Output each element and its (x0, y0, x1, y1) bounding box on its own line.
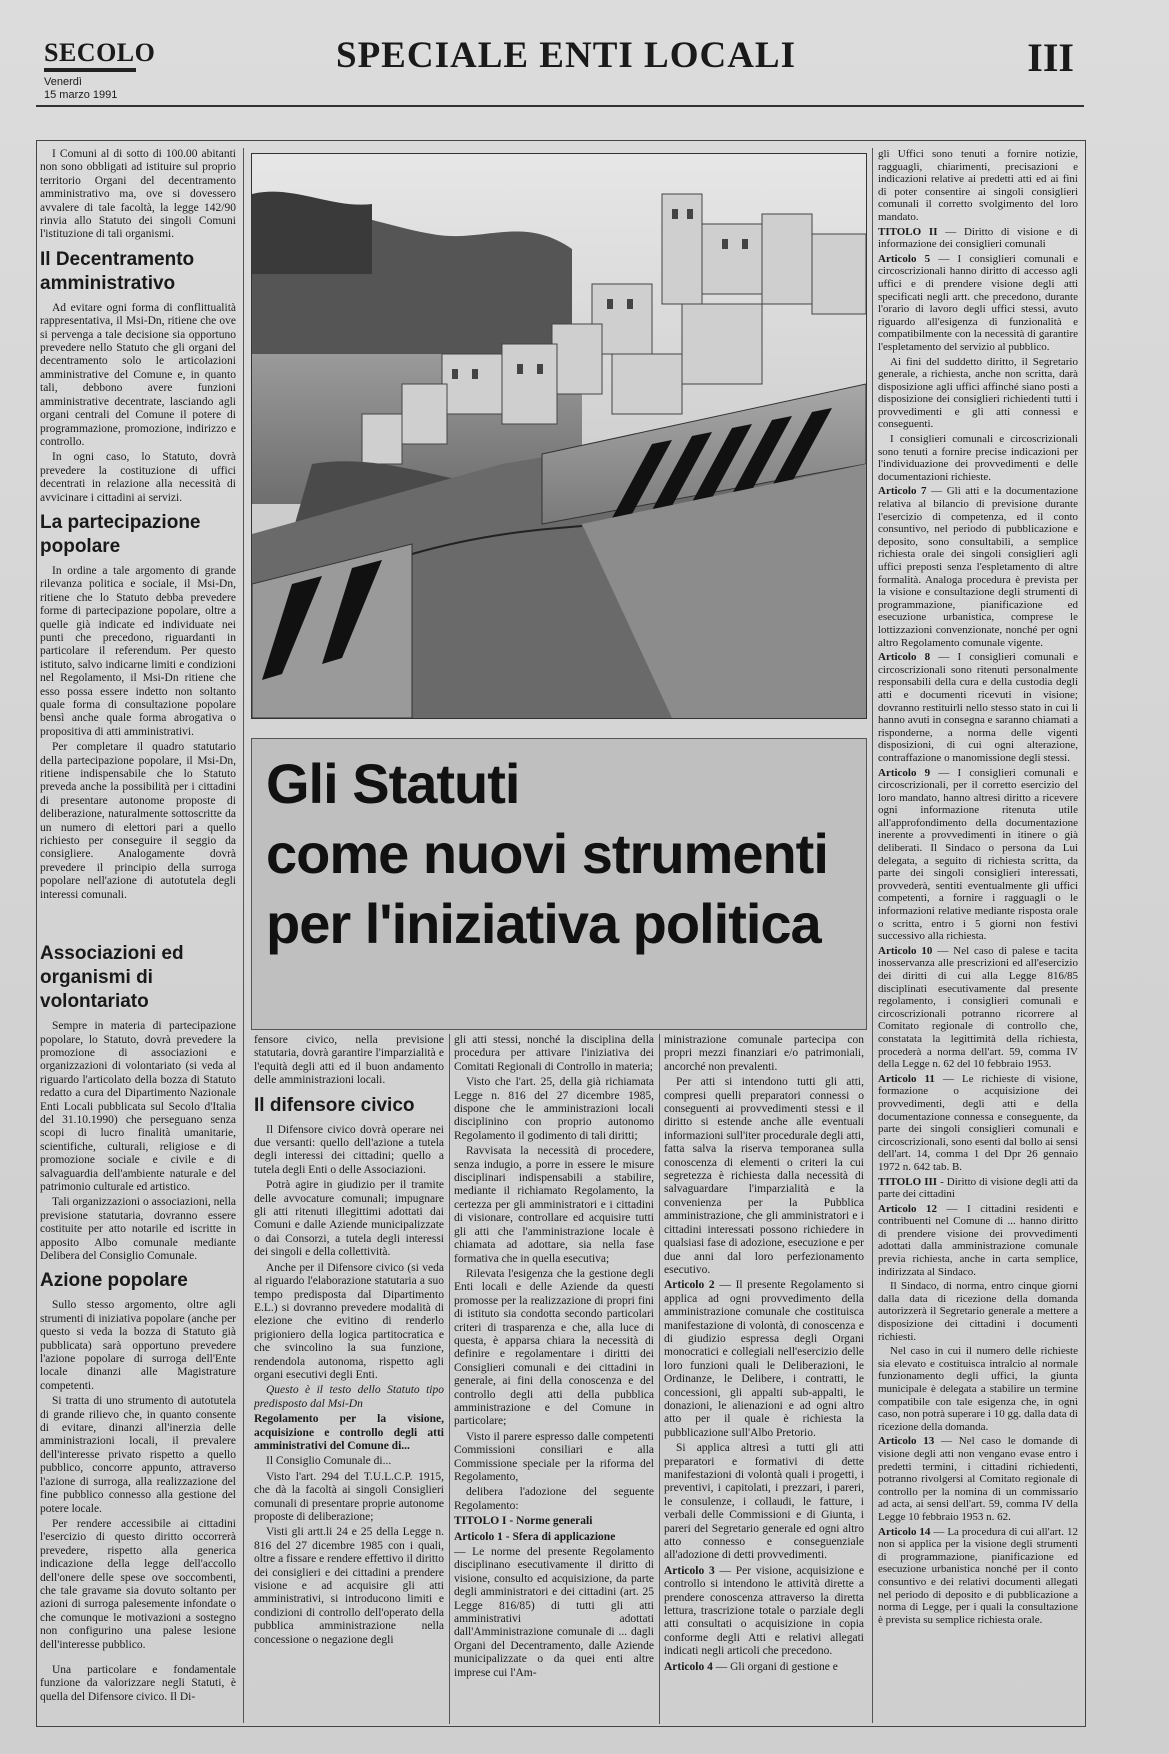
paragraph: Il Consiglio Comunale di... (266, 1455, 392, 1468)
paragraph: — Il presente Regolamento si applica ad ogni provvedimento della amministrazione comunale che costituisca manifestazione di volontà, di conoscenza e di giudizio espressa degli Organi monocratici e collegiali nell'esercizio delle loro funzioni quali le Deliberazioni, le Ordinanze, le Delibere, i contratti, le concessioni, gli appalti sub-appalti, le donazioni, le alienazioni e ad ogni altro atto per il quale è richiesta la pubblicazione sull'Albo Pretorio. (664, 1279, 864, 1439)
paragraph: Si applica altresì a tutti gli atti preparatori e formativi di dette manifestazioni di volontà quali i progetti, i preventivi, i capitolati, i prezzari, i pareri, le consulenze, i collaudi, le fatture, i verbali delle Commissioni e di Giunta, i pareri del Segretario generale ed ogni altro atto connesso e conseguenziale all'adozione di detti provvedimenti. (664, 1442, 864, 1562)
paragraph: — I cittadini residenti e contribuenti nel Comune di ... hanno diritto di prendere visione dei provvedimenti adottati dalla amministrazione comunale previa richiesta, anche in carta semplice, indirizzata al Sindaco. (878, 1202, 1078, 1278)
subhead-associazioni: Associazioni ed organismi di volontariato (40, 943, 184, 1013)
date-full: 15 marzo 1991 (44, 89, 118, 101)
paragraph: Visto l'art. 294 del T.U.L.C.P. 1915, che dà la facoltà ai singoli Consiglieri comunali di presentare proprie autonome proposte di deliberazione; (254, 1470, 444, 1523)
paragraph: Rilevata l'esigenza che la gestione degli Enti locali e delle Aziende da questi promosse per la realizzazione di propri fini di istituto sia condotta secondo particolari criteri di trasparenza e che, alla luce di questa, è apparsa chiara la necessità di definire e regolamentare i diritti dei Consiglieri comunali e dei cittadini in generale, ai fini della conoscenza e del controllo degli atti della pubblica amministrazione e del Comune in particolare; (454, 1267, 654, 1428)
column-two (254, 1034, 444, 1724)
paragraph: Per rendere accessibile ai cittadini l'esercizio di questo diritto occorrerà prevedere, rispetto alla generica indicazione della legge dell'accollo dell'onere delle spese ove soccombenti, che tale gravame sia dovuto soltanto per azioni di surroga palesemente infondate o che comunque le motivazioni a sostegno non configurino una palese lesione dell'interesse pubblico. (40, 1517, 236, 1651)
article-heading: Articolo 8 (878, 651, 931, 664)
title-heading: TITOLO II (878, 225, 938, 238)
paragraph: Nel caso in cui il numero delle richieste sia elevato e costituisca intralcio al normale funzionamento degli uffici, la giunta municipale è delegata a stabilire un termine compatibile con tale esigenza che, in ogni caso, non potrà superare i 10 gg. dalla data di ricezione della domanda. (878, 1345, 1078, 1433)
paragraph: In ogni caso, lo Statuto, dovrà prevedere la costituzione di uffici decentrati in relazione alla necessità di avvicinare i cittadini ai servizi. (40, 451, 236, 504)
title-subject: - Diritto di visione degli atti da parte dei cittadini (878, 1175, 1078, 1201)
paragraph: Visti gli artt.li 24 e 25 della Legge n. 816 del 27 dicembre 1985 con i quali, oltre a fissare e rendere effettivo il diritto dei consiglieri e dei cittadini a prendere visione e ad acquisire gli atti amministrativi, si introducono limiti e condizioni di controllo dell'operato della pubblica amministrazione nella concessione o negazione degli (254, 1526, 444, 1646)
column-rule (659, 1034, 660, 1724)
paragraph: gli atti stessi, nonché la disciplina della procedura per attivare l'iniziativa dei Comitati Regionali di Controllo in materia; (454, 1034, 654, 1073)
paragraph: — Nel caso di palese e tacita inosservanza alle prescrizioni ed all'esercizio dei diritti di cui alla Legge 816/85 disciplinati esecutivamente dal presente regolamento, i consiglieri comunali e circoscrizionali potranno ricorrere al Comitato regionale di controllo che, constatata la legittimità della richiesta, procederà a norma dell'art. 59, comma IV della Legge n. 62 del 10 febbraio 1953. (878, 944, 1078, 1071)
title-heading: TITOLO I - Norme generali (454, 1515, 593, 1528)
main-headline (266, 749, 856, 959)
intro-paragraph: I Comuni al di sotto di 100.00 abitanti non sono obbligati ad istituire sul proprio territorio Organi del decentramento amministrativo ma, ove si dovessero avvalere di tale facoltà, la legge 142/90 rinvia allo Statuto dei singoli Comuni l'istituzione di tali organismi. (40, 148, 236, 241)
article-heading: Articolo 4 (664, 1660, 713, 1673)
italic-note: Questo è il testo dello Statuto tipo predisposto dal Msi-Dn (254, 1384, 444, 1410)
paragraph: Visto che l'art. 25, della già richiamata Legge n. 816 del 27 dicembre 1985, dispone che le amministrazioni locali disciplinino con proprio autonomo Regolamento il godimento di tali diritti; (454, 1076, 654, 1142)
column-rule (243, 148, 244, 1723)
paragraph: fensore civico, nella previsione statutaria, dovrà garantire l'imparzialità e l'equità degli atti ed il buon andamento delle amministrazioni locali. (254, 1034, 444, 1087)
masthead (36, 30, 1084, 101)
paragraph: Per completare il quadro statutario della partecipazione popolare, il Msi-Dn, ritiene indispensabile che lo Statuto preveda anche la possibilità per i cittadini di presentare autonome proposte di deliberazione, naturalmente sottoscritte da un numero di elettori pari a quello richiesto per conseguire il seggio da consigliere. Analogamente dovrà prevedere il principio della surroga popolare nell'azione di autotutela degli interessi comunali. (40, 741, 236, 901)
paragraph: Sempre in materia di partecipazione popolare, lo Statuto, dovrà prevedere la promozione di associazioni e organizzazioni di volontariato (si veda al riguardo l'articolato della bozza di Statuto redatto a cura del Dipartimento Nazionale Enti Locali pubblicata sul Secolo d'Italia del 31.10.1990) che perseguano senza scopi di lucro finalità umanitarie, scientifiche, culturali, religiose e di promozione sociale e civile e di salvaguardia dell'ambiente naturale e del patrimonio culturale ed artistico. (40, 1020, 236, 1193)
paragraph: Per atti si intendono tutti gli atti, compresi quelli preparatori connessi o conseguenti ai provvedimenti stessi e il diritto si estende anche alle eventuali informazioni sull'iter procedurale degli atti, fatta salva la riserva temporanea sulla conoscenza di elementi o criteri la cui segretezza è richiesta dalla necessità di salvaguardare l'imparzialità e la convenienza per la Pubblica amministrazione, che gli amministratori e i cittadini interessati possono richiedere in qualsiasi fase di adozione, esecuzione e per due anni dal loro perfezionamento esecutivo. (664, 1076, 864, 1276)
newspaper-logo: SECOLO (44, 38, 156, 67)
paragraph: — I consiglieri comunali e circoscrizionali, per il corretto esercizio del loro mandato, hanno altresì diritto a ricevere ogni informazione ritenuta utile all'approfondimento della documentazione inerente a provvedimenti in itinere o già deliberati. Il Sindaco o persona da Lui delegata, a seguito di richiesta scritta, da parte dei singoli consiglieri interessati, provvederà, sentiti eventualmente gli uffici competenti, a fornire i ragguagli o le informazioni relative mediante risposta orale o scritta, entro i 5 giorni non festivi successivo alla richiesta. (878, 766, 1078, 943)
paragraph: Il Sindaco, di norma, entro cinque giorni dalla data di ricezione della domanda autorizzerà il Segretario generale a mettere a disposizione dei cittadini i documenti richiesti. (878, 1280, 1078, 1343)
paragraph: Potrà agire in giudizio per il tramite delle avvocature comunali; impugnare gli atti ritenuti illegittimi adottati dai Comuni e dalle Aziende municipalizzate o dai Consorzi, a tutela degli interessi dei singoli e della collettività. (254, 1179, 444, 1259)
paragraph: Visto il parere espresso dalle competenti Commissioni consiliari e alla Commissione speciale per la riforma del Regolamento, (454, 1430, 654, 1483)
column-three (454, 1034, 654, 1724)
paragraph: — Per visione, acquisizione e controllo si intendono le attività dirette a prendere conoscenza attraverso la diretta lettura, trascrizione totale o parziale degli atti consultati o acquisizione in copia conforme degli Atti e relativi allegati indicati negli articoli che precedono. (664, 1564, 864, 1658)
photo-illustration (252, 154, 866, 718)
paragraph: — Gli atti e la documentazione relativa al bilancio di previsione durante l'esercizio di competenza, ed il conto consuntivo, nel periodo di pubblicazione e deposito, sono consultabili, a semplice richiesta orale dei singoli consiglieri agli uffici preposti senza l'espletamento di altre formalità. Analoga procedura è prevista per la visione e consultazione degli strumenti di programmazione, pianificazione ed esecuzione urbanistica, comprese le lottizzazioni convenzionate, nonché per ogni altro Regolamento comunale vigente. (878, 485, 1078, 649)
paragraph: I consiglieri comunali e circoscrizionali sono tenuti a fornire precise indicazioni per l'individuazione dei provvedimenti e delle documentazioni richieste. (878, 433, 1078, 483)
column-rule (872, 148, 873, 1723)
paragraph: — I consiglieri comunali e circoscrizionali hanno diritto di accesso agli uffici e di prendere visione degli atti specificati negli artt. che precedono, durante l'orario di lavoro degli uffici stessi, avuto riguardo all'esigenza di funzionalità e compatibilmente con la necessità di garantire l'espletamento del servizio al pubblico. (878, 252, 1078, 353)
paragraph: ministrazione comunale partecipa con propri mezzi finanziari e/o patrimoniali, ancorché non prevalenti. (664, 1034, 864, 1073)
paragraph: Ai fini del suddetto diritto, il Segretario generale, a richiesta, anche non scritta, darà disposizione agli uffici affinché siano posti a disposizione dei consiglieri richiedenti tutti i provvedimenti e gli atti connessi e conseguenti. (878, 355, 1078, 431)
subhead-difensore-civico: Il difensore civico (254, 1094, 415, 1116)
paragraph: Il Difensore civico dovrà operare nei due versanti: quello dell'azione a tutela degli interessi dei cittadini; quello a tutela degli Enti o delle Associazioni. (254, 1123, 444, 1176)
column-four (664, 1034, 864, 1724)
paragraph: — La procedura di cui all'art. 12 non si applica per la visione degli strumenti di programmazione, pianificazione ed esecuzione urbanistica nonché per il conto consuntivo e dei relativi documenti allegati nel periodo di deposito e di pubblicazione a norma di Legge, per i quali la consultazione è prevista su semplice richiesta orale. (878, 1525, 1078, 1626)
headline-line: per l'iniziativa politica (266, 892, 821, 955)
logo-underline (44, 68, 136, 72)
section-title: SPECIALE ENTI LOCALI (336, 35, 797, 76)
article-heading: Articolo 1 - Sfera di applicazione (454, 1530, 616, 1543)
paragraph: Sullo stesso argomento, oltre agli strumenti di iniziativa popolare (anche per questo si veda la bozza di Statuto già pubblicata) sarà opportuno prevedere l'azione popolare di surroga dell'Ente locale dinanzi alle Magistrature competenti. (40, 1299, 236, 1392)
page-number: III (1027, 35, 1074, 80)
regulation-title: Regolamento per la visione, acquisizione e controllo degli atti amministrativi del Comune di... (254, 1413, 444, 1452)
article-heading: Articolo 10 (878, 944, 933, 957)
paragraph: — Gli organi di gestione e (715, 1660, 838, 1673)
paragraph: Anche per il Difensore civico (si veda al riguardo l'elaborazione statutaria a suo tempo predisposta dal Dipartimento E.L.) si dovranno prevedere modalità di elezione che evitino di renderlo prigioniero della logica partitocratica e che svincolino la sua funzione, rendendola autonoma, rispetto agli organi esecutivi degli Enti. (254, 1261, 444, 1381)
article-heading: Articolo 11 (878, 1072, 935, 1085)
paragraph: gli Uffici sono tenuti a fornire notizie, ragguagli, chiarimenti, precisazioni e indicazioni relative ai predetti atti ed ai fini di poter consentire ai singoli consiglieri comunali il corretto svolgimento del loro mandato. (878, 148, 1078, 223)
article-heading: Articolo 3 (664, 1564, 715, 1577)
paragraph: — Le norme del presente Regolamento disciplinano esecutivamente il diritto di visione, consulto ed acquisizione, da parte degli amministratori e dei cittadini (art. 25 Legge 816/85) di tutti gli atti amministrativi adottati dall'Amministrazione comunale di ... dagli Organi del Decentramento, dalle Aziende municipalizzate o da quei enti altre imprese cui l'Am- (454, 1546, 654, 1679)
paragraph: In ordine a tale argomento di grande rilevanza politica e sociale, il Msi-Dn, ritiene che lo Statuto debba prevedere forme di partecipazione popolare, oltre a quelle già indicate ed individuate nei punti che precedono, riguardanti in particolare il referendum. Per questo istituto, salvo indicarne limiti e condizioni nel Regolamento, il Msi-Dn ritiene che esso possa essere indetto non soltanto quale forma di consultazione popolare bensì anche quale forma abrogativa o propositiva di atti amministrativi. (40, 564, 236, 738)
article-heading: Articolo 14 (878, 1525, 931, 1538)
issue-date (44, 76, 117, 102)
paragraph: Ad evitare ogni forma di conflittualità rappresentativa, il Msi-Dn, ritiene che ove si pervenga a tale decisione sia opportuno prevedere nello Statuto che gli organi del decentramento solo le articolazioni amministrative del Comune e, in quanto tali, debbono avere funzioni amministrative decentrate, lasciando agli organi centrali del Comune il potere di programmazione, promozione, indirizzo e controllo. (40, 301, 236, 448)
article-heading: Articolo 9 (878, 766, 931, 779)
article-heading: Articolo 5 (878, 252, 931, 265)
paragraph: — Le richieste di visione, formazione o acquisizione dei provvedimenti, degli atti e della documentazione connessa e conseguente, da parte dei singoli consiglieri comunali e circoscrizionali, sono esenti dal bollo ai sensi dell'art. 14, comma 1 del Dpr 26 gennaio 1972 n. 642 tab. B. (878, 1072, 1078, 1173)
header-rule (36, 105, 1084, 107)
paragraph: — I consiglieri comunali e circoscrizionali sono ritenuti personalmente responsabili della cura e della custodia degli atti e documenti ricevuti in visione; dovranno restituirli nello stesso stato in cui li hanno avuti in consegna e saranno chiamati a risponderne, a norma delle vigenti disposizioni, di cui ogni alterazione, contraffazione o manomissione degli stessi. (878, 651, 1078, 764)
left-column (40, 148, 236, 1723)
headline-box (251, 738, 867, 1030)
headline-line: Gli Statuti (266, 752, 520, 815)
paragraph: Una particolare e fondamentale funzione da valorizzare negli Statuti, è quella del Difensore civico. Il Di- (40, 1663, 236, 1703)
article-heading: Articolo 7 (878, 485, 927, 498)
right-column (878, 148, 1078, 1723)
paragraph: Si tratta di uno strumento di autotutela di grande rilievo che, in quanto consente di evitare, dinanzi all'inerzia delle amministrazioni locali, il prevalere dell'interesse privato rispetto a quello pubblico, concorre appunto, attraverso l'azione di surroga, alla realizzazione del fine pubblico connesso alla gestione del potere locale. (40, 1395, 236, 1515)
paragraph: Tali organizzazioni o associazioni, nella previsione statutaria, dovranno essere costituite per atto notarile ed iscritte in apposito Albo comunale mediante Delibera del Consiglio Comunale. (40, 1196, 236, 1262)
headline-line: come nuovi strumenti (266, 822, 828, 885)
subhead-azione-popolare: Azione popolare (40, 1270, 188, 1292)
coastal-village-photo (251, 153, 867, 719)
article-heading: Articolo 2 (664, 1279, 715, 1292)
paragraph: Ravvisata la necessità di procedere, senza indugio, a porre in essere le misure disciplinari indispensabili a stabilire, mediante il richiamato Regolamento, la certezza per gli amministratori e i cittadini di visionare, controllare ed acquisire tutti gli atti che l'amministrazione locale è chiamata ad adottare, sia nella fase formativa che in quella esecutiva; (454, 1145, 654, 1265)
title-heading: TITOLO III (878, 1175, 938, 1188)
title-subject: — Diritto di visione e di informazione dei consiglieri comunali (878, 225, 1078, 251)
date-weekday: Venerdì (44, 76, 82, 88)
column-rule (449, 1034, 450, 1724)
article-heading: Articolo 12 (878, 1202, 937, 1215)
paragraph: — Nel caso le domande di visione degli atti non vengano evase entro i predetti termini, i cittadini richiedenti, potranno rivolgersi al Comitato regionale di controllo per la nomina di un commissario ad acta, ai sensi dell'art. 59, comma IV della Legge 10 febbraio 1953 n. 62. (878, 1435, 1078, 1523)
article-heading: Articolo 13 (878, 1435, 935, 1448)
subhead-decentramento: Il Decentramento amministrativo (40, 248, 195, 294)
subhead-partecipazione: La partecipazione popolare (40, 511, 201, 557)
paragraph: delibera l'adozione del seguente Regolamento: (454, 1486, 654, 1512)
